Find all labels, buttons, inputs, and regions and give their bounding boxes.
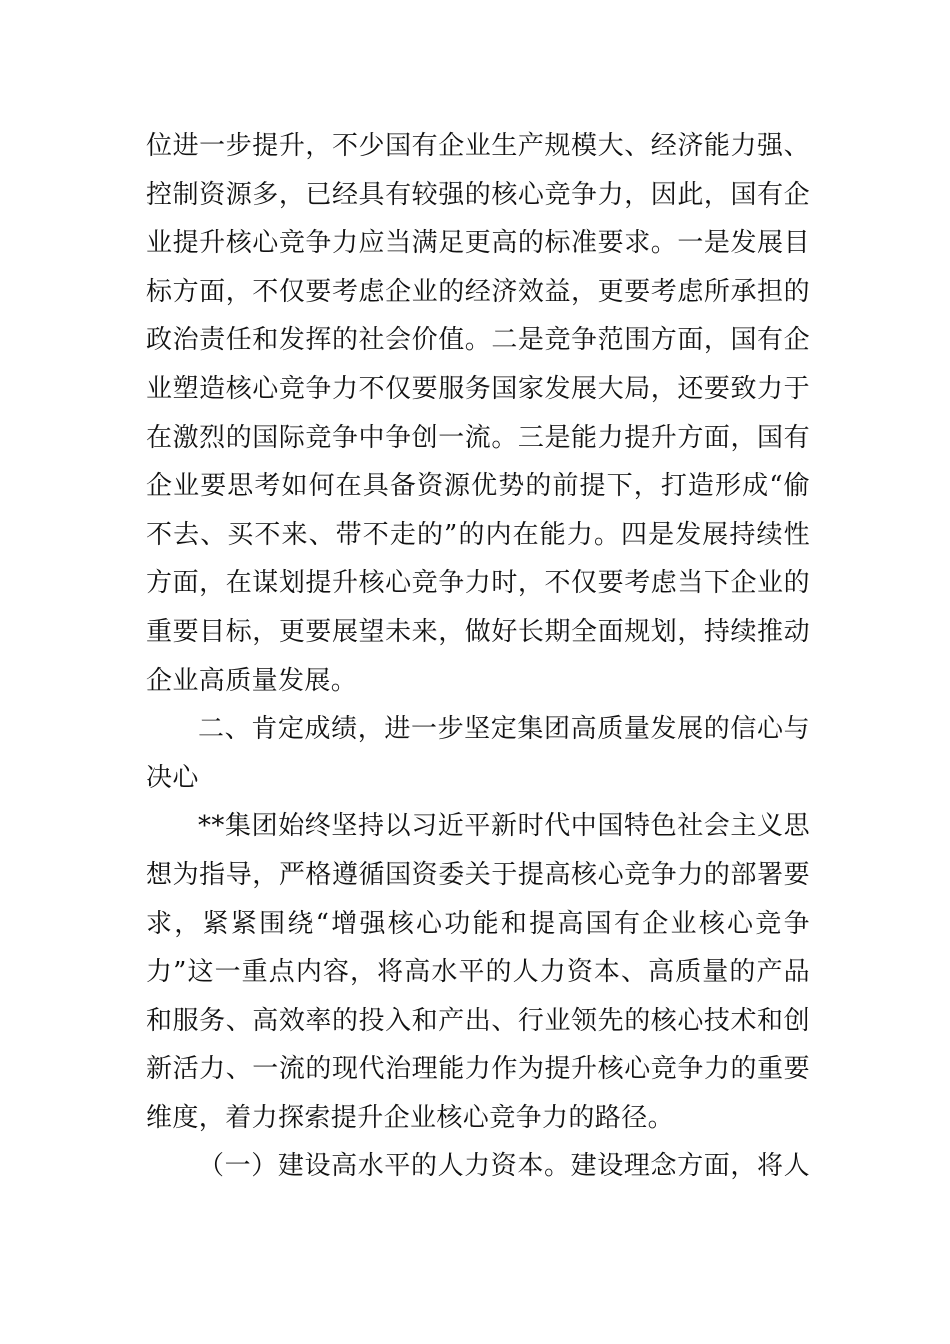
body-text bbox=[146, 122, 810, 1191]
text-line: 重要目标，更要展望未来，做好长期全面规划，持续推动 bbox=[146, 616, 810, 647]
text-line: 企业高质量发展。 bbox=[146, 665, 358, 696]
section-heading-cont: 决心 bbox=[146, 762, 199, 793]
text-line: 业塑造核心竞争力不仅要服务国家发展大局，还要致力于 bbox=[146, 373, 810, 404]
section-heading: 二、肯定成绩，进一步坚定集团高质量发展的信心与 bbox=[198, 714, 810, 745]
text-line: 求，紧紧围绕“增强核心功能和提高国有企业核心竞争 bbox=[146, 908, 810, 939]
text-line: 控制资源多，已经具有较强的核心竞争力，因此，国有企 bbox=[146, 179, 810, 210]
subsection-heading: （一）建设高水平的人力资本。建设理念方面，将人 bbox=[198, 1151, 810, 1182]
text-line: 维度，着力探索提升企业核心竞争力的路径。 bbox=[146, 1102, 675, 1133]
text-line: 位进一步提升，不少国有企业生产规模大、经济能力强、 bbox=[146, 131, 810, 161]
text-line: 想为指导，严格遵循国资委关于提高核心竞争力的部署要 bbox=[146, 859, 810, 890]
text-line: 方面，在谋划提升核心竞争力时，不仅要考虑当下企业的 bbox=[146, 568, 810, 599]
text-line: 新活力、一流的现代治理能力作为提升核心竞争力的重要 bbox=[146, 1054, 810, 1085]
text-line: 在激烈的国际竞争中争创一流。三是能力提升方面，国有 bbox=[146, 422, 810, 453]
text-line: 标方面，不仅要考虑企业的经济效益，更要考虑所承担的 bbox=[146, 276, 810, 307]
text-line: **集团始终坚持以习近平新时代中国特色社会主义思 bbox=[198, 811, 810, 842]
text-line: 业提升核心竞争力应当满足更高的标准要求。一是发展目 bbox=[146, 228, 810, 259]
text-line: 不去、买不来、带不走的”的内在能力。四是发展持续性 bbox=[146, 519, 810, 550]
text-line: 和服务、高效率的投入和产出、行业领先的核心技术和创 bbox=[146, 1005, 810, 1036]
text-line: 力”这一重点内容，将高水平的人力资本、高质量的产品 bbox=[146, 957, 810, 988]
text-line: 企业要思考如何在具备资源优势的前提下，打造形成“偷 bbox=[146, 471, 810, 502]
text-line: 政治责任和发挥的社会价值。二是竞争范围方面，国有企 bbox=[146, 325, 810, 356]
